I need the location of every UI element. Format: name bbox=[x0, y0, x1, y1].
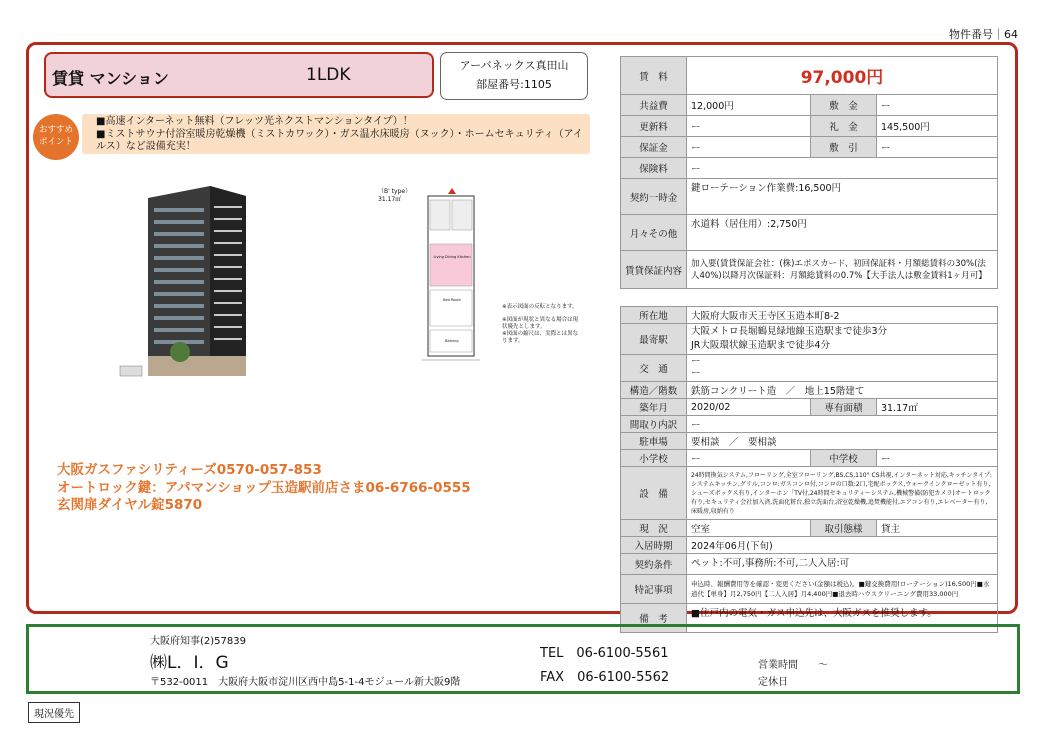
station-1: 大阪メトロ長堀鶴見緑地線玉造駅まで徒歩3分 bbox=[691, 326, 888, 337]
movein-value: 2024年06月(下旬) bbox=[687, 537, 998, 554]
deposit-label: 敷 金 bbox=[811, 95, 877, 116]
renewal-label: 更新料 bbox=[621, 116, 687, 137]
floorplan-area: 31.17㎡ bbox=[378, 196, 402, 203]
conditions-label: 契約条件 bbox=[621, 554, 687, 575]
recommend-badge bbox=[33, 114, 79, 160]
status-label: 現 況 bbox=[621, 520, 687, 537]
equipment-label: 設 備 bbox=[621, 467, 687, 520]
area-label: 専有面積 bbox=[811, 399, 877, 416]
guarantor-label: 賃貸保証内容 bbox=[621, 251, 687, 289]
renewal-value: ー bbox=[687, 116, 811, 137]
room-balcony-label: Balcony bbox=[445, 339, 459, 343]
building-photo bbox=[118, 180, 264, 382]
key-contact: オートロック鍵：アパマンショップ玉造駅前店さま06-6766-0555 bbox=[57, 479, 471, 496]
movein-label: 入居時期 bbox=[621, 537, 687, 554]
gas-contact: 大阪ガスファシリティーズ0570-057-853 bbox=[57, 462, 322, 478]
agency-tel: TEL 06-6100-5561 bbox=[540, 646, 669, 661]
room-ldk-label: Living Dining Kitchen bbox=[433, 255, 471, 259]
property-name: アーバネックス真田山 bbox=[459, 59, 569, 72]
transaction-value: 貸主 bbox=[877, 520, 998, 537]
common-fee-value: 12,000円 bbox=[687, 95, 811, 116]
floorplan-note-3: ※図面の縮尺は、実際とは異なります。 bbox=[502, 331, 579, 344]
agency-address: 〒532-0011 大阪府大阪市淀川区西中島5-1-4モジュール新大阪9階 bbox=[150, 677, 461, 688]
info-table bbox=[620, 306, 998, 633]
address-value: 大阪府大阪市天王寺区玉造本町8-2 bbox=[687, 307, 998, 324]
rent-value: 97,000円 bbox=[687, 57, 998, 95]
equipment-value: 24時間換気システム,フローリング,全室フローリング,BS,CS,110° CS共視,インターネット対応,キッチンタイプ:システムキッチン,グリル,コンロ:ガスコンロ付,コンロの口数:2口,宅配ボックス,ウォークインクローゼット有り,シューズボックス有り,インターホン「TV付,24時間セキュリティーシステム,機械警備(防犯カメラ)オートロック有り,セキュリティ会社加入済,洗面化粧台,独立洗面台,浴室乾燥機,追焚機能付,エアコン有り,エレベーター有り,床暖房,収納有り bbox=[687, 467, 998, 520]
junior-value: ー bbox=[877, 450, 998, 467]
onsite-priority-badge: 現況優先 bbox=[28, 702, 80, 723]
floorplan-type: （B' type） bbox=[378, 188, 412, 195]
monthly-label: 月々その他 bbox=[621, 215, 687, 251]
structure-label: 構造／階数 bbox=[621, 382, 687, 399]
property-name-box bbox=[440, 52, 588, 100]
onetime-value: 鍵ローテーション作業費:16,500円 bbox=[687, 179, 998, 215]
deduction-label: 敷 引 bbox=[811, 137, 877, 158]
structure-value: 鉄筋コンクリート造 ／ 地上15階建て bbox=[687, 382, 998, 399]
regular-holiday: 定休日 bbox=[758, 677, 788, 688]
elementary-value: ー bbox=[687, 450, 811, 467]
rent-label: 賃 料 bbox=[621, 57, 687, 95]
guarantor-value: 加入要(賃貸保証会社：(株)エポスカード、初回保証料・月額総賃料の30%(法人40%)以降月次保証料：月額総賃料の0.7%【大手法人は敷金賃料1ヶ月可】 bbox=[687, 251, 998, 289]
floor-plan bbox=[378, 182, 584, 377]
business-hours: 営業時間 ～ bbox=[758, 660, 828, 671]
special-label: 特記事項 bbox=[621, 575, 687, 604]
fee-table bbox=[620, 56, 998, 289]
guarantee-label: 保証金 bbox=[621, 137, 687, 158]
agency-fax: FAX 06-6100-5562 bbox=[540, 670, 670, 685]
elementary-label: 小学校 bbox=[621, 450, 687, 467]
recommend-badge-line1: おすすめ bbox=[38, 125, 74, 135]
deduction-value: ー bbox=[877, 137, 998, 158]
floorplan-note-2: ※図面が現状と異なる場合は現状優先とします。 bbox=[502, 317, 579, 330]
monthly-value: 水道料（居住用）:2,750円 bbox=[687, 215, 998, 251]
layout-value: ー bbox=[687, 416, 998, 433]
insurance-label: 保険料 bbox=[621, 158, 687, 179]
transport-label: 交 通 bbox=[621, 355, 687, 382]
floorplan-note-1: ※表示図面の反転となります。 bbox=[502, 304, 578, 310]
parking-label: 駐車場 bbox=[621, 433, 687, 450]
agency-license: 大阪府知事(2)57839 bbox=[150, 636, 246, 647]
junior-label: 中学校 bbox=[811, 450, 877, 467]
address-label: 所在地 bbox=[621, 307, 687, 324]
onetime-label: 契約一時金 bbox=[621, 179, 687, 215]
remarks-label: 備 考 bbox=[621, 604, 687, 633]
agency-name: ㈱L．I．G bbox=[150, 653, 229, 673]
station-label: 最寄駅 bbox=[621, 324, 687, 355]
contact-info bbox=[57, 462, 471, 515]
area-value: 31.17㎡ bbox=[877, 399, 998, 416]
recommend-points: ■高速インターネット無料（フレッツ光ネクストマンションタイプ）！ ■ミストサウナ付浴室暖房乾燥機（ミストカワック）・ガス温水床暖房（ヌック）・ホームセキュリティ（アイルス）など設備充実！ bbox=[82, 114, 590, 154]
recommend-badge-line2: ポイント bbox=[38, 137, 73, 147]
room-bed-label: Bed Room bbox=[443, 298, 461, 302]
guarantee-value: ー bbox=[687, 137, 811, 158]
conditions-value: ペット:不可,事務所:不可,二人入居:可 bbox=[687, 554, 998, 575]
parking-value: 要相談 ／ 要相談 bbox=[687, 433, 998, 450]
listing-layout: 1LDK bbox=[306, 65, 351, 85]
station-2: JR大阪環状線玉造駅まで徒歩4分 bbox=[691, 340, 830, 351]
transport-1: ー bbox=[691, 356, 701, 367]
insurance-value: ー bbox=[687, 158, 998, 179]
page-number: 物件番号｜64 bbox=[949, 28, 1018, 41]
listing-type: 賃貸 マンション bbox=[52, 69, 169, 88]
transaction-label: 取引態様 bbox=[811, 520, 877, 537]
common-fee-label: 共益費 bbox=[621, 95, 687, 116]
room-number: 部屋番号:1105 bbox=[476, 78, 552, 91]
built-label: 築年月 bbox=[621, 399, 687, 416]
special-value: 申込時、報酬費用等を確認・変更ください(金額は税込)。■鍵交換費用(ローテーション)16,500円■水道代【単身】月2,750円【二人入居】月4,400円■退去時ハウスクリーニング費用33,000円 bbox=[687, 575, 998, 604]
layout-label: 間取り内訳 bbox=[621, 416, 687, 433]
remarks-value: ■住戸内の電気・ガス申込先は、大阪ガスを推奨します。 bbox=[687, 604, 998, 633]
door-lock-info: 玄関扉ダイヤル錠5870 bbox=[57, 497, 203, 513]
key-money-label: 礼 金 bbox=[811, 116, 877, 137]
built-value: 2020/02 bbox=[687, 399, 811, 416]
transport-2: ー bbox=[691, 368, 701, 379]
status-value: 空室 bbox=[687, 520, 811, 537]
key-money-value: 145,500円 bbox=[877, 116, 998, 137]
deposit-value: ー bbox=[877, 95, 998, 116]
